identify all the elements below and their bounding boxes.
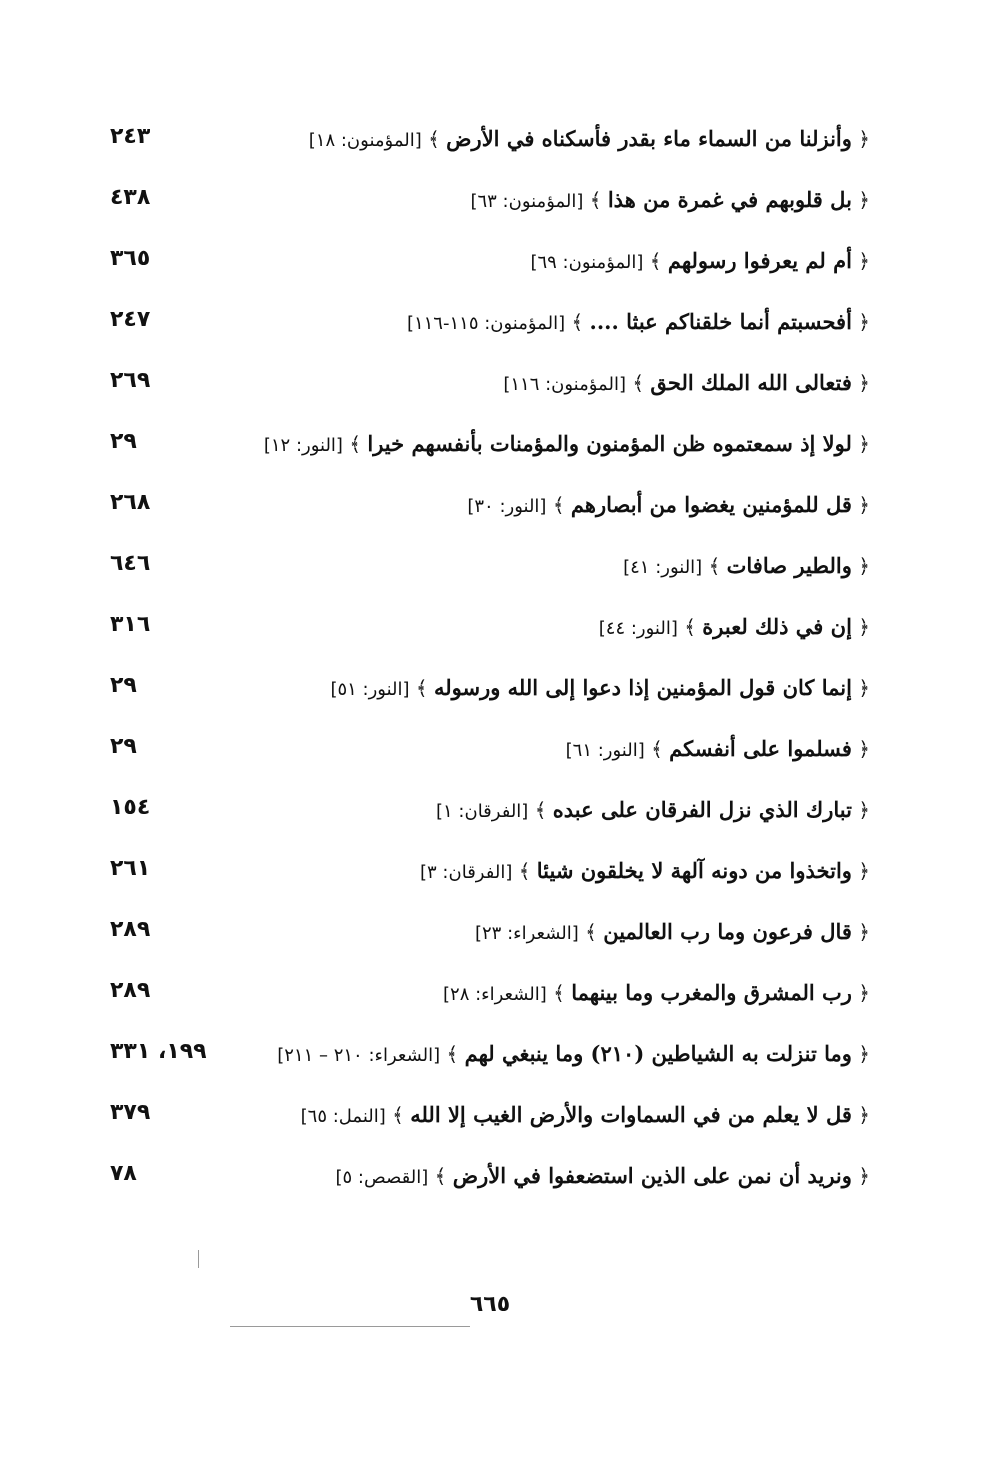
- ornament-open: ﴿: [858, 920, 870, 944]
- ornament-open: ﴿: [858, 310, 870, 334]
- entry-page-number: ٢٨٩: [110, 917, 151, 942]
- index-entry: [100, 478, 870, 538]
- verse-reference: [المؤمنون: ٦٣]: [470, 191, 584, 212]
- index-entry: [100, 234, 870, 294]
- ornament-open: ﴿: [858, 432, 870, 456]
- verse-text: وما تنزلت به الشياطين (٢١٠) وما ينبغي لهم: [464, 1041, 852, 1066]
- ornament-close: ﴾: [415, 676, 428, 700]
- ornament-close: ﴾: [589, 188, 602, 212]
- ornament-open: ﴿: [858, 1164, 870, 1188]
- ornament-close: ﴾: [434, 1164, 447, 1188]
- entry-page-number: ٢٤٧: [110, 307, 151, 332]
- entry-text: [277, 1035, 870, 1075]
- verse-text: ونريد أن نمن على الذين استضعفوا في الأرض: [452, 1163, 852, 1188]
- verse-text: أم لم يعرفوا رسولهم: [667, 248, 852, 273]
- entry-text: [310, 1157, 870, 1197]
- entry-text: [263, 425, 870, 465]
- verse-reference: [المؤمنون: ٦٩]: [530, 252, 644, 273]
- entry-text: [310, 974, 870, 1014]
- ornament-open: ﴿: [858, 615, 870, 639]
- verse-text: رب المشرق والمغرب وما بينهما: [571, 980, 852, 1005]
- index-entry: [100, 661, 870, 721]
- index-entry: [100, 783, 870, 843]
- verse-index-list: [100, 112, 870, 1222]
- index-entry: [100, 295, 870, 355]
- verse-text: إنما كان قول المؤمنين إذا دعوا إلى الله ورسوله: [433, 675, 852, 700]
- index-entry: [100, 356, 870, 416]
- entry-page-number: ٦٤٦: [110, 551, 151, 576]
- scan-artifact-line: [230, 1326, 470, 1327]
- ornament-close: ﴾: [553, 981, 565, 1005]
- ornament-open: ﴿: [858, 1042, 870, 1066]
- index-entry: [100, 417, 870, 477]
- ornament-open: ﴿: [858, 737, 870, 761]
- ornament-open: ﴿: [858, 371, 870, 395]
- verse-reference: [المؤمنون: ١١٦]: [503, 374, 626, 395]
- ornament-close: ﴾: [552, 493, 565, 517]
- ornament-close: ﴾: [392, 1103, 404, 1127]
- verse-reference: [المؤمنون: ١٨]: [308, 130, 422, 151]
- ornament-close: ﴾: [428, 127, 440, 151]
- verse-text: قال فرعون وما رب العالمين: [603, 919, 852, 944]
- ornament-open: ﴿: [858, 249, 870, 273]
- verse-reference: [القصص: ٥]: [335, 1167, 429, 1188]
- ornament-open: ﴿: [858, 798, 870, 822]
- entry-page-number: ٢٨٩: [110, 978, 151, 1003]
- index-entry: [100, 1088, 870, 1148]
- verse-text: فسلموا على أنفسكم: [669, 736, 852, 761]
- ornament-open: ﴿: [858, 859, 870, 883]
- verse-text: وأنزلنا من السماء ماء بقدر فأسكناه في الأرض: [446, 126, 852, 151]
- ornament-close: ﴾: [518, 859, 531, 883]
- ornament-open: ﴿: [858, 676, 870, 700]
- verse-reference: [الشعراء: ٢١٠ – ٢١١]: [277, 1045, 441, 1066]
- verse-text: أفحسبتم أنما خلقناكم عبثا ....: [589, 309, 852, 334]
- entry-page-number: ١٩٩، ٣٣١: [110, 1039, 207, 1064]
- ornament-close: ﴾: [684, 615, 696, 639]
- entry-text: [310, 608, 870, 648]
- entry-text: [310, 913, 870, 953]
- ornament-open: ﴿: [858, 127, 870, 151]
- entry-text: [310, 181, 870, 221]
- entry-text: [300, 1096, 870, 1136]
- entry-text: [310, 669, 870, 709]
- ornament-close: ﴾: [349, 432, 362, 456]
- index-entry: [100, 112, 870, 172]
- verse-text: والطير صافات: [726, 553, 852, 578]
- entry-page-number: ٣٧٩: [110, 1100, 151, 1125]
- entry-page-number: ٤٣٨: [110, 185, 151, 210]
- entry-page-number: ١٥٤: [110, 795, 151, 820]
- index-entry: [100, 173, 870, 233]
- entry-page-number: ٢٩: [110, 429, 137, 454]
- entry-page-number: ٢٦٨: [110, 490, 151, 515]
- ornament-close: ﴾: [571, 310, 584, 334]
- entry-page-number: ٢٤٣: [110, 124, 151, 149]
- verse-reference: [النور: ٤١]: [623, 557, 703, 578]
- verse-text: قل للمؤمنين يغضوا من أبصارهم: [570, 492, 852, 517]
- ornament-open: ﴿: [858, 493, 870, 517]
- index-entry: [100, 905, 870, 965]
- verse-reference: [النور: ٣٠]: [467, 496, 547, 517]
- entry-page-number: ٢٩: [110, 673, 137, 698]
- ornament-close: ﴾: [534, 798, 547, 822]
- verse-text: تبارك الذي نزل الفرقان على عبده: [552, 797, 852, 822]
- ornament-close: ﴾: [632, 371, 645, 395]
- entry-text: [310, 791, 870, 831]
- entry-text: [310, 303, 870, 343]
- ornament-open: ﴿: [858, 981, 870, 1005]
- verse-reference: [الفرقان: ١]: [435, 801, 529, 822]
- verse-reference: [الشعراء: ٢٣]: [474, 923, 579, 944]
- index-entry: [100, 539, 870, 599]
- verse-text: بل قلوبهم في غمرة من هذا: [607, 187, 852, 212]
- entry-text: [310, 730, 870, 770]
- index-entry: [100, 1027, 870, 1087]
- verse-reference: [النور: ٥١]: [330, 679, 410, 700]
- index-entry: [100, 722, 870, 782]
- verse-text: فتعالى الله الملك الحق: [650, 370, 852, 395]
- ornament-open: ﴿: [858, 554, 870, 578]
- verse-reference: [النور: ١٢]: [263, 435, 343, 456]
- ornament-close: ﴾: [651, 737, 663, 761]
- index-entry: [100, 600, 870, 660]
- ornament-close: ﴾: [708, 554, 721, 578]
- ornament-close: ﴾: [446, 1042, 459, 1066]
- entry-page-number: ٣٦٥: [110, 246, 151, 271]
- entry-text: [310, 242, 870, 282]
- verse-text: إن في ذلك لعبرة: [702, 614, 852, 639]
- verse-reference: [الفرقان: ٣]: [420, 862, 513, 883]
- entry-text: [310, 486, 870, 526]
- ornament-open: ﴿: [858, 188, 870, 212]
- verse-reference: [المؤمنون: ١١٥-١١٦]: [406, 313, 566, 334]
- entry-text: [310, 120, 870, 160]
- index-entry: [100, 844, 870, 904]
- index-entry: [100, 966, 870, 1026]
- entry-page-number: ٣١٦: [110, 612, 151, 637]
- verse-text: قل لا يعلم من في السماوات والأرض الغيب إلا الله: [410, 1102, 852, 1127]
- verse-reference: [النمل: ٦٥]: [300, 1106, 386, 1127]
- verse-reference: [النور: ٤٤]: [598, 618, 678, 639]
- index-entry: [100, 1149, 870, 1209]
- ornament-close: ﴾: [649, 249, 662, 273]
- entry-text: [310, 547, 870, 587]
- entry-text: [310, 852, 870, 892]
- entry-page-number: ٢٦١: [110, 856, 151, 881]
- scan-artifact-line: [198, 1250, 199, 1268]
- entry-text: [310, 364, 870, 404]
- footer-page-number: ٦٦٥: [469, 1292, 511, 1317]
- ornament-open: ﴿: [858, 1103, 870, 1127]
- entry-page-number: ٢٦٩: [110, 368, 151, 393]
- verse-reference: [النور: ٦١]: [565, 740, 645, 761]
- entry-page-number: ٧٨: [110, 1161, 137, 1186]
- verse-text: واتخذوا من دونه آلهة لا يخلقون شيئا: [536, 858, 852, 883]
- verse-text: لولا إذ سمعتموه ظن المؤمنون والمؤمنات بأنفسهم خيرا: [367, 431, 852, 456]
- ornament-close: ﴾: [585, 920, 597, 944]
- entry-page-number: ٢٩: [110, 734, 137, 759]
- verse-reference: [الشعراء: ٢٨]: [443, 984, 547, 1005]
